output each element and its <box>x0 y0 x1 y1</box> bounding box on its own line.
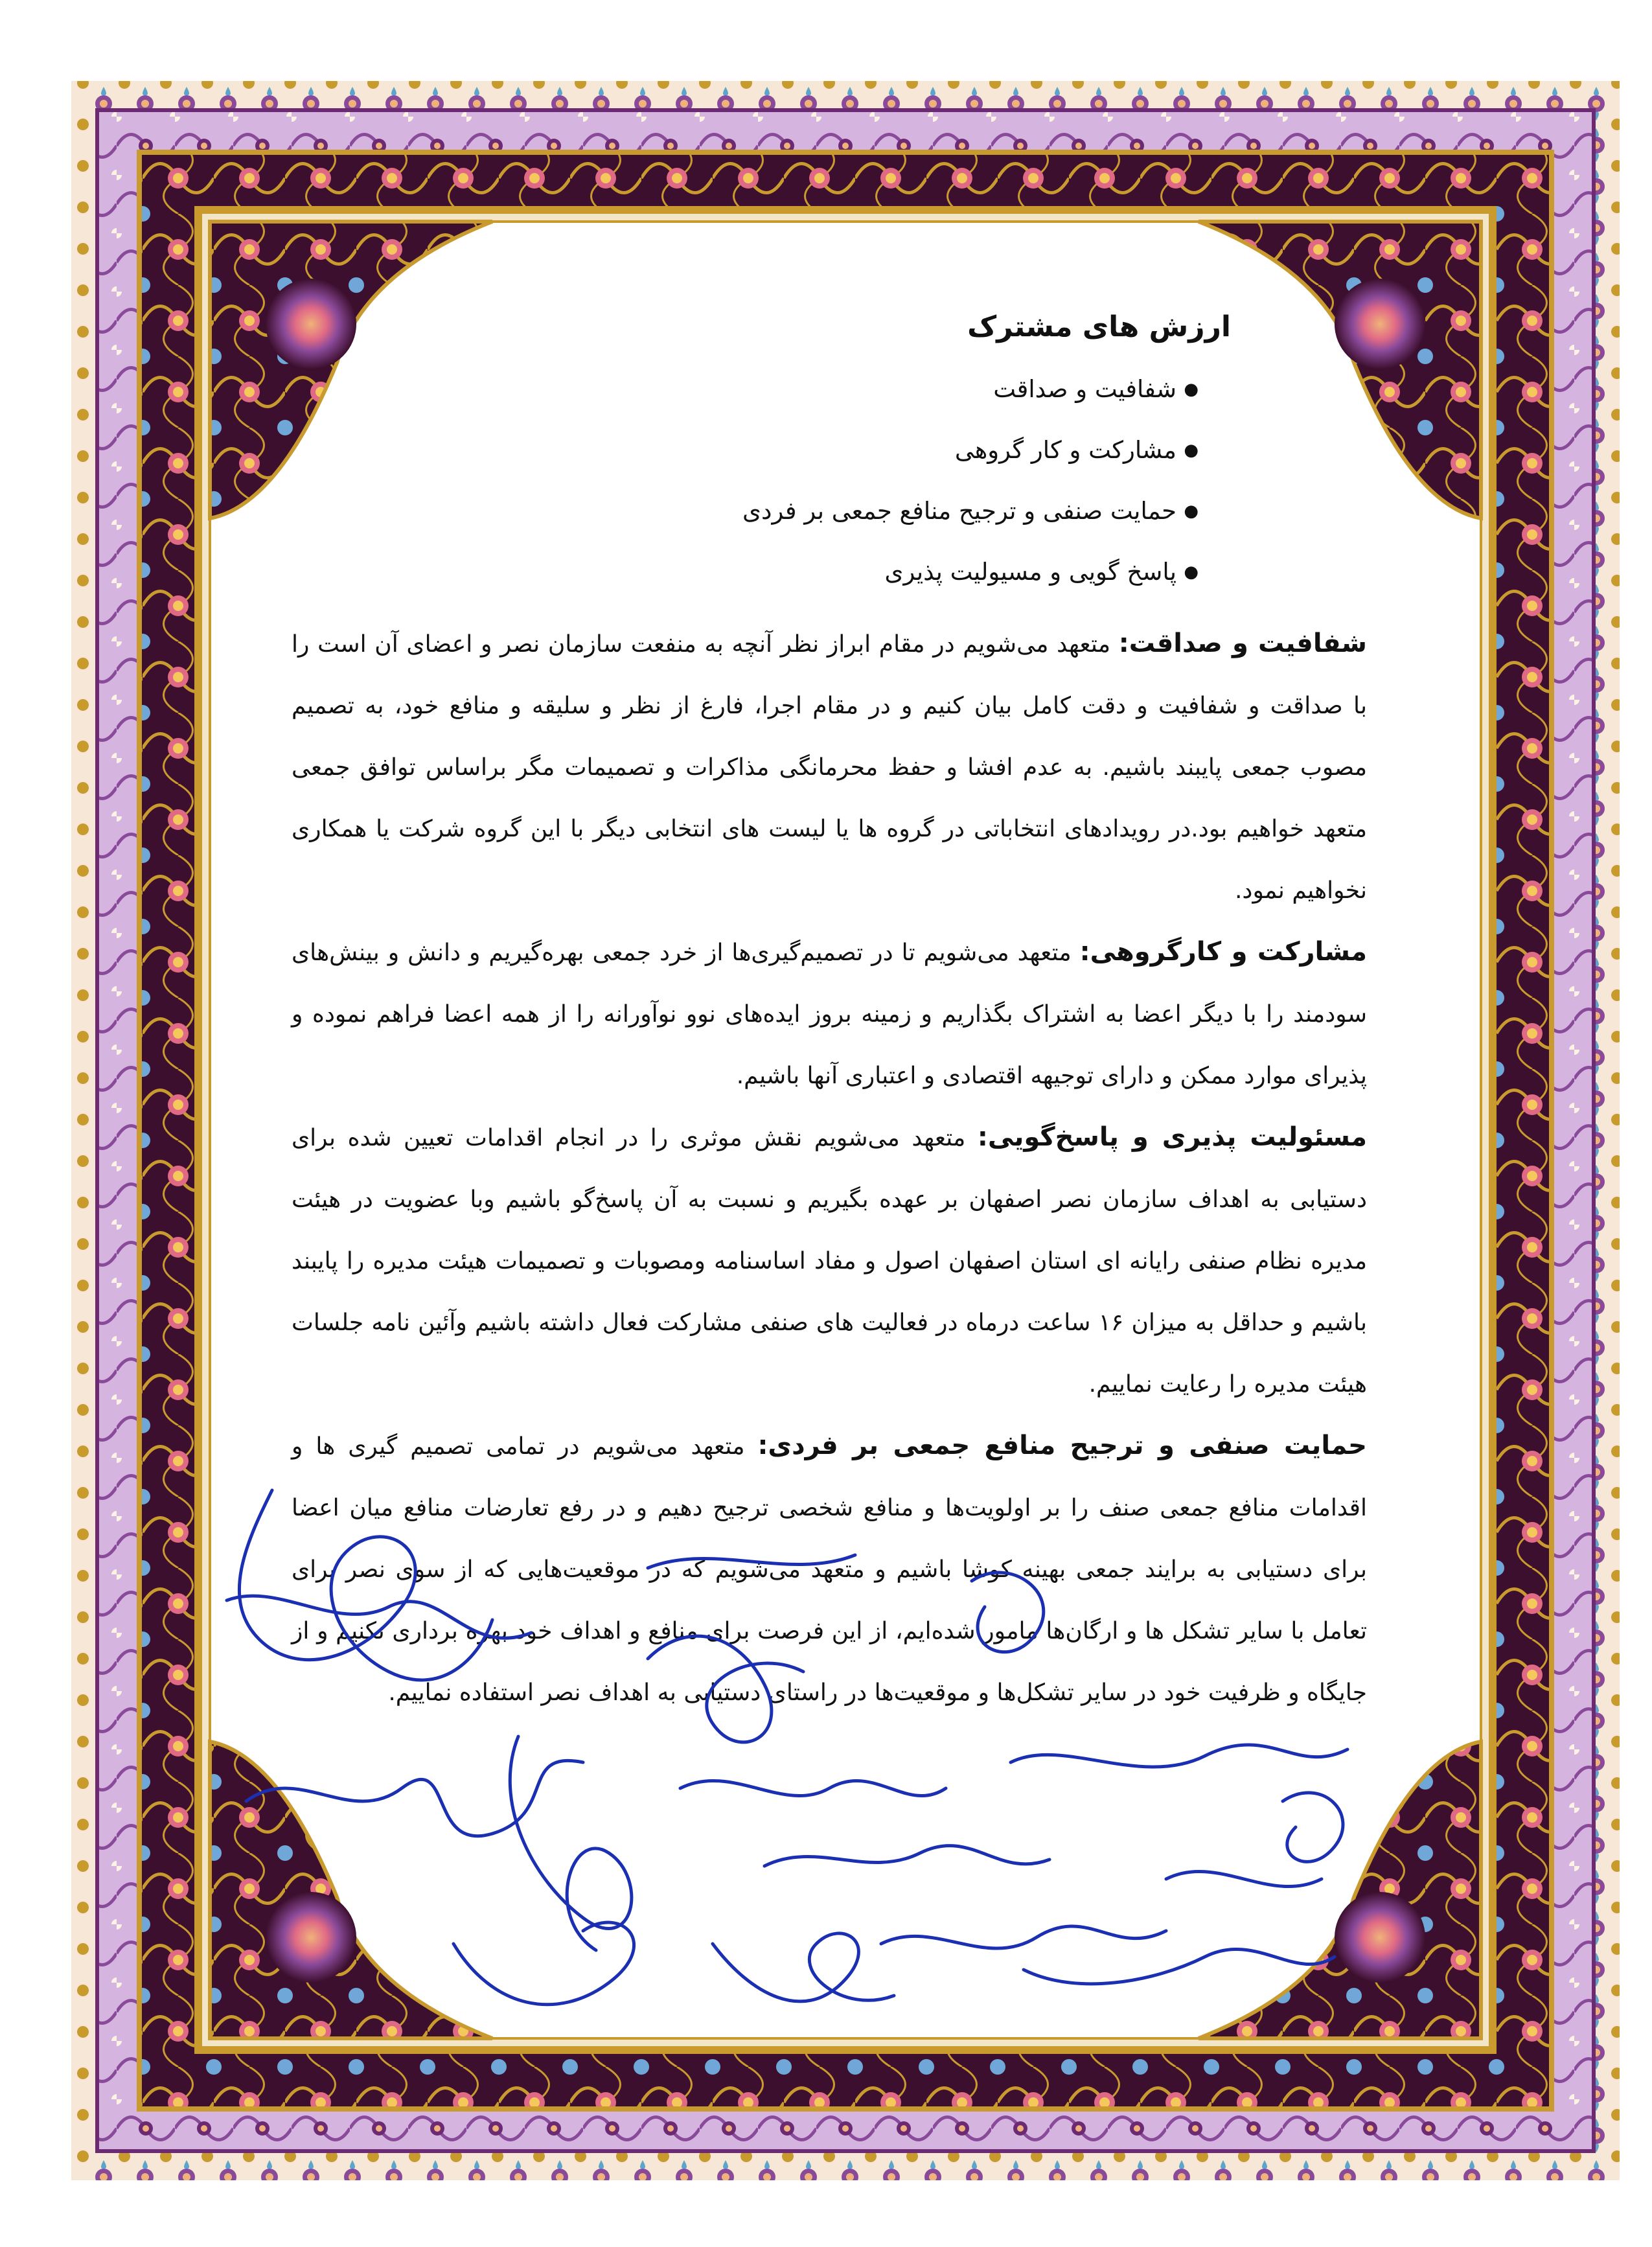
section-teamwork <box>292 921 1367 1107</box>
section-body: متعهد می‌شویم نقش موثری را در انجام اقدامات تعیین شده برای دستیابی به اهداف سازمان نصر اصفهان بر عهده بگیریم و نسبت به آن پاسخ‌گو باشیم وبا عضویت در هیئت مدیره نظام صنفی رایانه ای استان اصفهان اصول و مفاد اساسنامه ومصوبات و تصمیمات هیئت مدیره را پایبند باشیم و حداقل به میزان ۱۶ ساعت درماه در فعالیت های صنفی مشارکت فعال داشته باشیم وآئین نامه جلسات هیئت مدیره را رعایت نماییم. <box>292 1125 1367 1398</box>
list-item: ● حمایت صنفی و ترجیح منافع جمعی بر فردی <box>292 481 1199 542</box>
list-item: ● مشارکت و کار گروهی <box>292 420 1199 481</box>
section-heading: مسئولیت پذیری و پاسخ‌گویی: <box>977 1122 1367 1152</box>
section-body: متعهد می‌شویم در مقام ابراز نظر آنچه به منفعت سازمان نصر و اعضای آن است را با صداقت و شفافیت و دقت کامل بیان کنیم و در مقام اجرا، فارغ از نظر و سلیقه و منافع خود، به تصمیم مصوب جمعی پایبند باشیم. به عدم افشا و حفظ محرمانگی مذاکرات و تصمیمات مگر براساس توافق جمعی متعهد خواهیم بود.در رویدادهای انتخاباتی در گروه ها یا لیست های انتخابی دیگر با این گروه شرکت یا همکاری نخواهیم نمود. <box>292 631 1367 904</box>
document-body <box>292 305 1367 1723</box>
section-heading: مشارکت و کارگروهی: <box>1079 937 1368 967</box>
values-list <box>292 359 1367 603</box>
section-accountability <box>292 1107 1367 1415</box>
list-item: ● شفافیت و صداقت <box>292 359 1199 420</box>
section-heading: شفافیت و صداقت: <box>1118 628 1367 658</box>
section-heading: حمایت صنفی و ترجیح منافع جمعی بر فردی: <box>757 1431 1367 1460</box>
page-title: ارزش های مشترک <box>967 310 1231 343</box>
list-item: ● پاسخ گویی و مسیولیت پذیری <box>292 542 1199 603</box>
section-transparency <box>292 613 1367 921</box>
section-collective-interest <box>292 1415 1367 1723</box>
section-body: متعهد می‌شویم در تمامی تصمیم گیری ها و اقدامات منافع جمعی صنف را بر اولویت‌ها و منافع شخصی ترجیح دهیم و در رفع تعارضات منافع میان اعضا برای دستیابی به برایند جمعی بهینه کوشا باشیم و متعهد می‌شویم که در موقعیت‌هایی که از سوی نصر برای تعامل با سایر تشکل ها و ارگان‌ها مامور شده‌ایم، از این فرصت برای منافع و اهداف خود بهره برداری نکنیم و از جایگاه و ظرفیت خود در سایر تشکل‌ها و موقعیت‌ها در راستای دستیابی به اهداف نصر استفاده نماییم. <box>292 1433 1367 1706</box>
section-body: متعهد می‌شویم تا در تصمیم‌گیری‌ها از خرد جمعی بهره‌گیریم و دانش و بینش‌های سودمند را با دیگر اعضا به اشتراک بگذاریم و زمینه بروز ایده‌های نوو نوآورانه را از همه اعضا فراهم نموده و پذیرای موارد ممکن و دارای توجیهه اقتصادی و اعتباری آنها باشیم. <box>292 939 1367 1089</box>
